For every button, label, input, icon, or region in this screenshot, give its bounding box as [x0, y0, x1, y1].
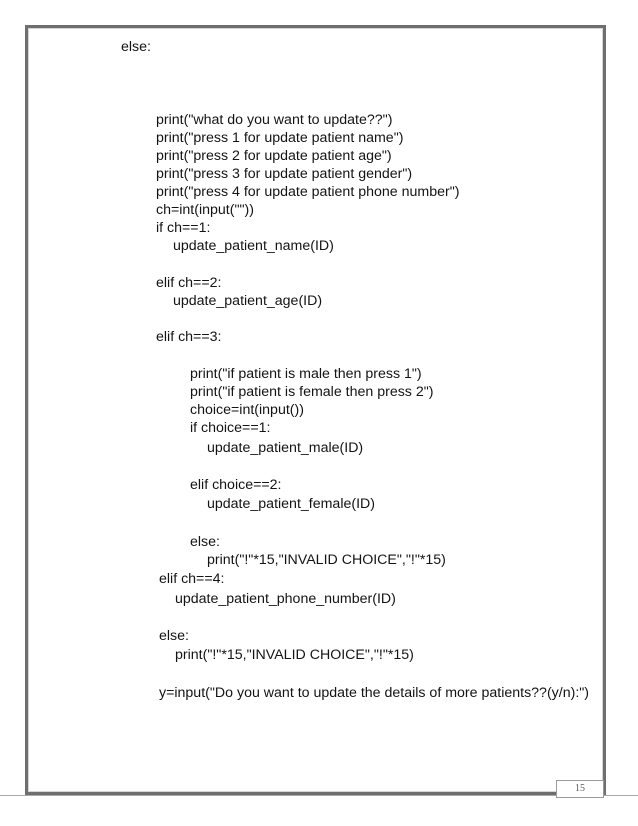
code-line: update_patient_phone_number(ID): [175, 591, 396, 607]
code-line: y=input("Do you want to update the details of more patients??(y/n):"): [159, 685, 590, 701]
code-line: if ch==1:: [156, 220, 211, 236]
code-line: elif ch==4:: [159, 571, 225, 587]
code-line: update_patient_female(ID): [207, 496, 375, 512]
code-line: else:: [190, 534, 220, 550]
code-line: else:: [121, 39, 151, 55]
footer-rule: [0, 795, 638, 796]
code-line: print("!"*15,"INVALID CHOICE","!"*15): [207, 552, 446, 568]
page-number: 15: [556, 780, 604, 798]
code-line: print("if patient is female then press 2"): [190, 384, 434, 400]
code-line: print("if patient is male then press 1"): [190, 366, 422, 382]
code-line: print("press 3 for update patient gender"): [156, 166, 413, 182]
code-line: update_patient_age(ID): [173, 293, 323, 309]
code-line: if choice==1:: [190, 420, 271, 436]
code-line: print("press 2 for update patient age"): [156, 148, 392, 164]
code-line: ch=int(input("")): [156, 202, 254, 218]
code-line: else:: [159, 628, 189, 644]
code-line: print("press 1 for update patient name"): [156, 130, 404, 146]
code-line: update_patient_name(ID): [173, 238, 334, 254]
code-line: choice=int(input()): [190, 402, 304, 418]
code-line: print("press 4 for update patient phone number"): [156, 184, 460, 200]
code-line: elif ch==3:: [156, 329, 222, 345]
code-line: print("what do you want to update??"): [156, 112, 393, 128]
code-line: elif choice==2:: [190, 477, 282, 493]
code-line: update_patient_male(ID): [207, 440, 364, 456]
code-line: print("!"*15,"INVALID CHOICE","!"*15): [175, 647, 414, 663]
code-line: elif ch==2:: [156, 275, 222, 291]
